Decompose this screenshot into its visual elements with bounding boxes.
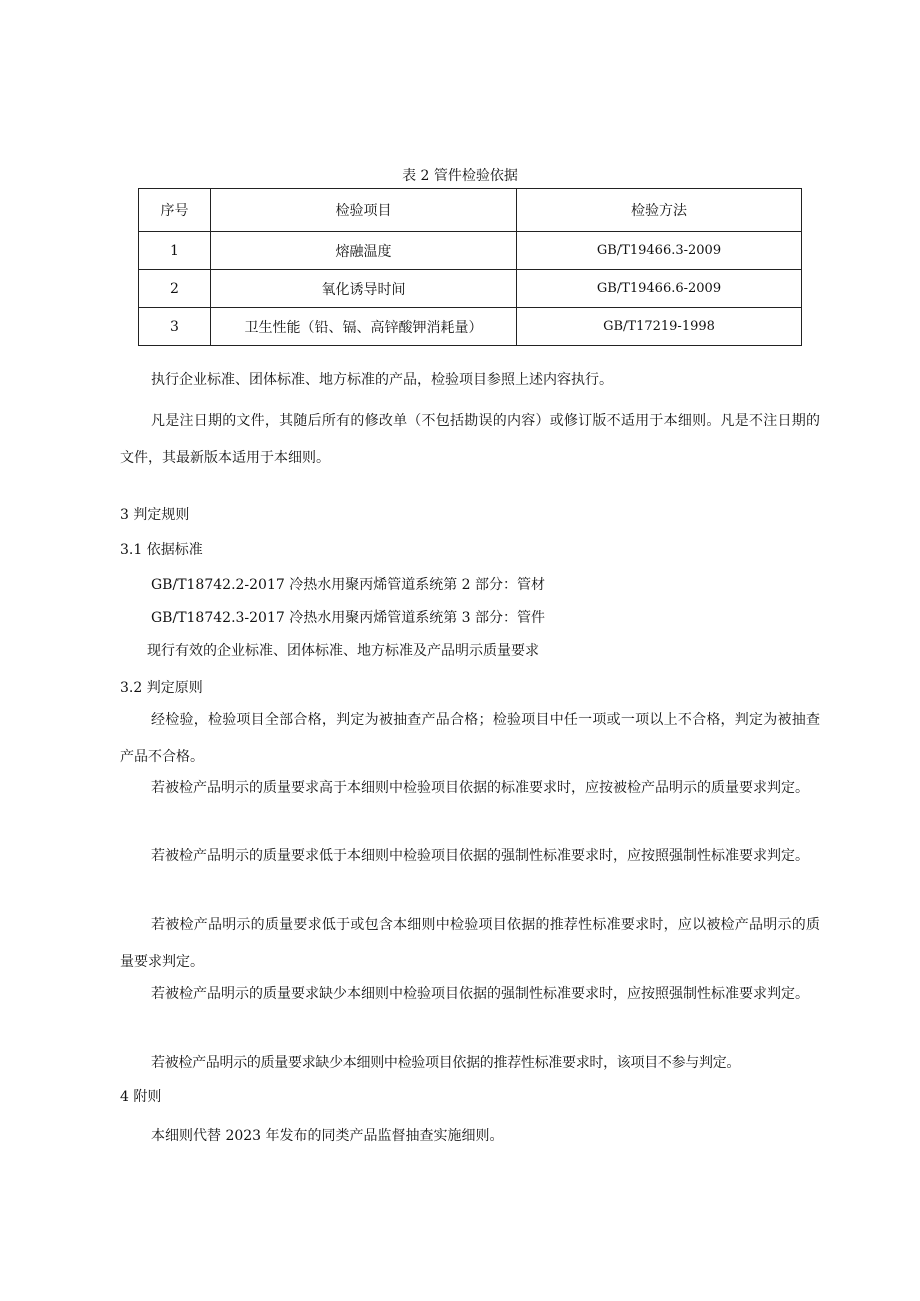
table-row (139, 308, 802, 346)
rule-paragraph-3: 若被检产品明示的质量要求低于本细则中检验项目依据的强制性标准要求时，应按照强制性标准要求判定。 (151, 848, 809, 864)
row-seq: 1 (139, 232, 211, 270)
rule-paragraph-2: 若被检产品明示的质量要求高于本细则中检验项目依据的标准要求时，应按被检产品明示的质量要求判定。 (151, 780, 809, 796)
table-header-row (139, 189, 802, 232)
note-paragraph-1: 执行企业标准、团体标准、地方标准的产品，检验项目参照上述内容执行。 (151, 372, 613, 388)
inspection-basis-table (138, 188, 802, 346)
section-4-text: 本细则代替 2023 年发布的同类产品监督抽查实施细则。 (151, 1128, 504, 1144)
row-method: GB/T19466.6-2009 (517, 270, 802, 308)
table-row (139, 270, 802, 308)
rule-paragraph-1: 经检验，检验项目全部合格，判定为被抽查产品合格；检验项目中任一项或一项以上不合格，判定为被抽查产品不合格。 (120, 712, 820, 765)
section-3-heading: 3 判定规则 (120, 507, 190, 523)
section-3-1-heading: 3.1 依据标准 (120, 542, 203, 558)
row-item: 熔融温度 (211, 232, 517, 270)
note-paragraph-2: 凡是注日期的文件，其随后所有的修改单（不包括勘误的内容）或修订版不适用于本细则。凡是不注日期的文件，其最新版本适用于本细则。 (120, 413, 820, 466)
section-4-heading: 4 附则 (120, 1089, 162, 1105)
rule-paragraph-6: 若被检产品明示的质量要求缺少本细则中检验项目依据的推荐性标准要求时，该项目不参与判定。 (151, 1055, 741, 1071)
row-item: 卫生性能（铅、镉、高锌酸钾消耗量） (211, 308, 517, 346)
section-3-2-heading: 3.2 判定原则 (120, 680, 203, 696)
row-method: GB/T17219-1998 (517, 308, 802, 346)
rule-paragraph-4: 若被检产品明示的质量要求低于或包含本细则中检验项目依据的推荐性标准要求时，应以被检产品明示的质量要求判定。 (120, 917, 820, 970)
standard-item-2: GB/T18742.3-2017 冷热水用聚丙烯管道系统第 3 部分：管件 (151, 610, 546, 626)
standard-item-3: 现行有效的企业标准、团体标准、地方标准及产品明示质量要求 (147, 643, 539, 659)
header-method: 检验方法 (517, 189, 802, 232)
header-item: 检验项目 (211, 189, 517, 232)
table-row (139, 232, 802, 270)
row-method: GB/T19466.3-2009 (517, 232, 802, 270)
table-caption: 表 2 管件检验依据 (402, 168, 518, 184)
header-seq: 序号 (139, 189, 211, 232)
row-seq: 3 (139, 308, 211, 346)
rule-paragraph-5: 若被检产品明示的质量要求缺少本细则中检验项目依据的强制性标准要求时，应按照强制性标准要求判定。 (151, 986, 809, 1002)
row-item: 氧化诱导时间 (211, 270, 517, 308)
row-seq: 2 (139, 270, 211, 308)
standard-item-1: GB/T18742.2-2017 冷热水用聚丙烯管道系统第 2 部分：管材 (151, 577, 546, 593)
